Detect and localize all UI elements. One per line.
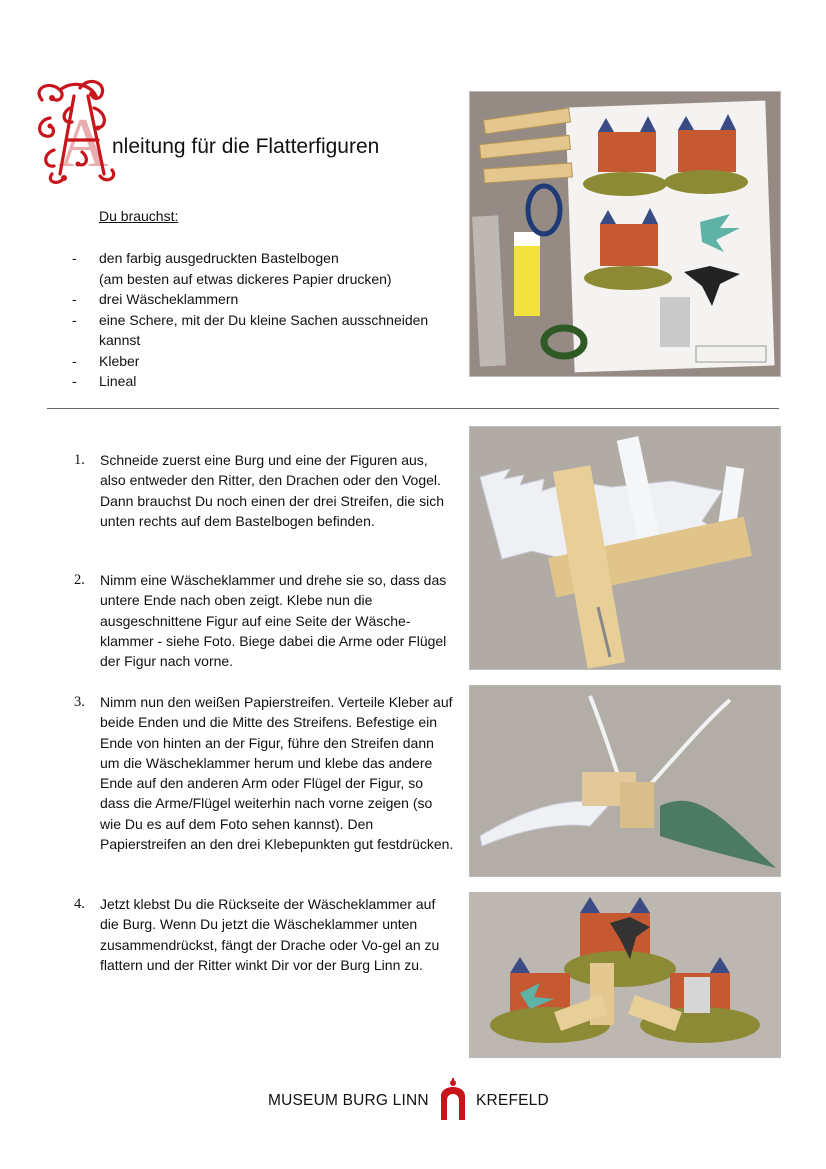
photo-step-2 bbox=[469, 426, 781, 670]
list-item-subtext: (am besten auf etwas dickeres Papier drucken) bbox=[99, 270, 392, 287]
photo-materials bbox=[469, 91, 781, 377]
section-divider bbox=[47, 408, 779, 409]
step-1 bbox=[74, 450, 454, 531]
list-item-text: Lineal bbox=[99, 373, 137, 389]
list-item-text: Kleber bbox=[99, 352, 140, 369]
list-item: - Lineal bbox=[72, 373, 137, 389]
list-item-text: drei Wäscheklammern bbox=[99, 291, 239, 307]
dropcap-ornament-a bbox=[30, 78, 120, 188]
step-text: Nimm eine Wäscheklammer und drehe sie so, dass das untere Ende nach oben zeigt. Klebe nun die ausgeschnittene Figur auf eine Seite der Wäsche-klammer - siehe Foto. Biege dabei die Arme oder Flügel der Figur nach vorne. bbox=[100, 572, 447, 670]
materials-list bbox=[72, 248, 462, 392]
materials-heading: Du brauchst: bbox=[99, 208, 179, 224]
footer-city: KREFELD bbox=[476, 1092, 549, 1109]
step-number: 3. bbox=[74, 694, 85, 710]
photo-step-4 bbox=[469, 892, 781, 1058]
photo-step-3 bbox=[469, 685, 781, 877]
step-text: Nimm nun den weißen Papierstreifen. Verteile Kleber auf beide Enden und die Mitte des Streifens. Befestige ein Ende von hinten an der Figur, führe den Streifen dann um die Wäscheklammer herum und klebe das andere Ende auf den anderen Arm oder Flügel der Figur, so dass die Arme/Flügel weiterhin nach vorne zeigen (so wie Du es auf dem Foto sehen kannst). Den Papierstreifen an den drei Klebepunkten gut festdrücken. bbox=[100, 694, 454, 853]
step-number: 1. bbox=[74, 452, 85, 468]
document-title bbox=[30, 78, 450, 188]
svg-text:A: A bbox=[58, 105, 109, 182]
list-item: - den farbig ausgedruckten Bastelbogen (am besten auf etwas dickeres Papier drucken) bbox=[72, 248, 462, 289]
step-number: 2. bbox=[74, 572, 85, 588]
list-item: - eine Schere, mit der Du kleine Sachen ausschneiden kannst bbox=[72, 311, 429, 348]
list-item: - Kleber bbox=[72, 352, 140, 369]
footer-museum-name: MUSEUM BURG LINN bbox=[268, 1092, 429, 1109]
list-item-text: eine Schere, mit der Du kleine Sachen ausschneiden kannst bbox=[99, 311, 429, 348]
step-number: 4. bbox=[74, 896, 85, 912]
step-3 bbox=[74, 692, 454, 854]
step-2 bbox=[74, 570, 454, 671]
list-item: - drei Wäscheklammern bbox=[72, 291, 239, 307]
list-item-text: den farbig ausgedruckten Bastelbogen bbox=[99, 250, 339, 266]
step-4 bbox=[74, 894, 454, 975]
museum-logo-icon bbox=[436, 1078, 470, 1122]
step-text: Jetzt klebst Du die Rückseite der Wäscheklammer auf die Burg. Wenn Du jetzt die Wäscheklammer unten zusammendrückst, fängt der Drache oder Vo-gel an zu flattern und der Ritter winkt Dir vor der Burg Linn zu. bbox=[100, 896, 440, 973]
footer-brand bbox=[268, 1078, 568, 1122]
step-text: Schneide zuerst eine Burg und eine der Figuren aus, also entweder den Ritter, den Drachen oder den Vogel. Dann brauchst Du noch einen der drei Streifen, die sich unten rechts auf dem Bastelbogen befinden. bbox=[100, 452, 444, 529]
title-text: nleitung für die Flatterfiguren bbox=[112, 135, 380, 158]
